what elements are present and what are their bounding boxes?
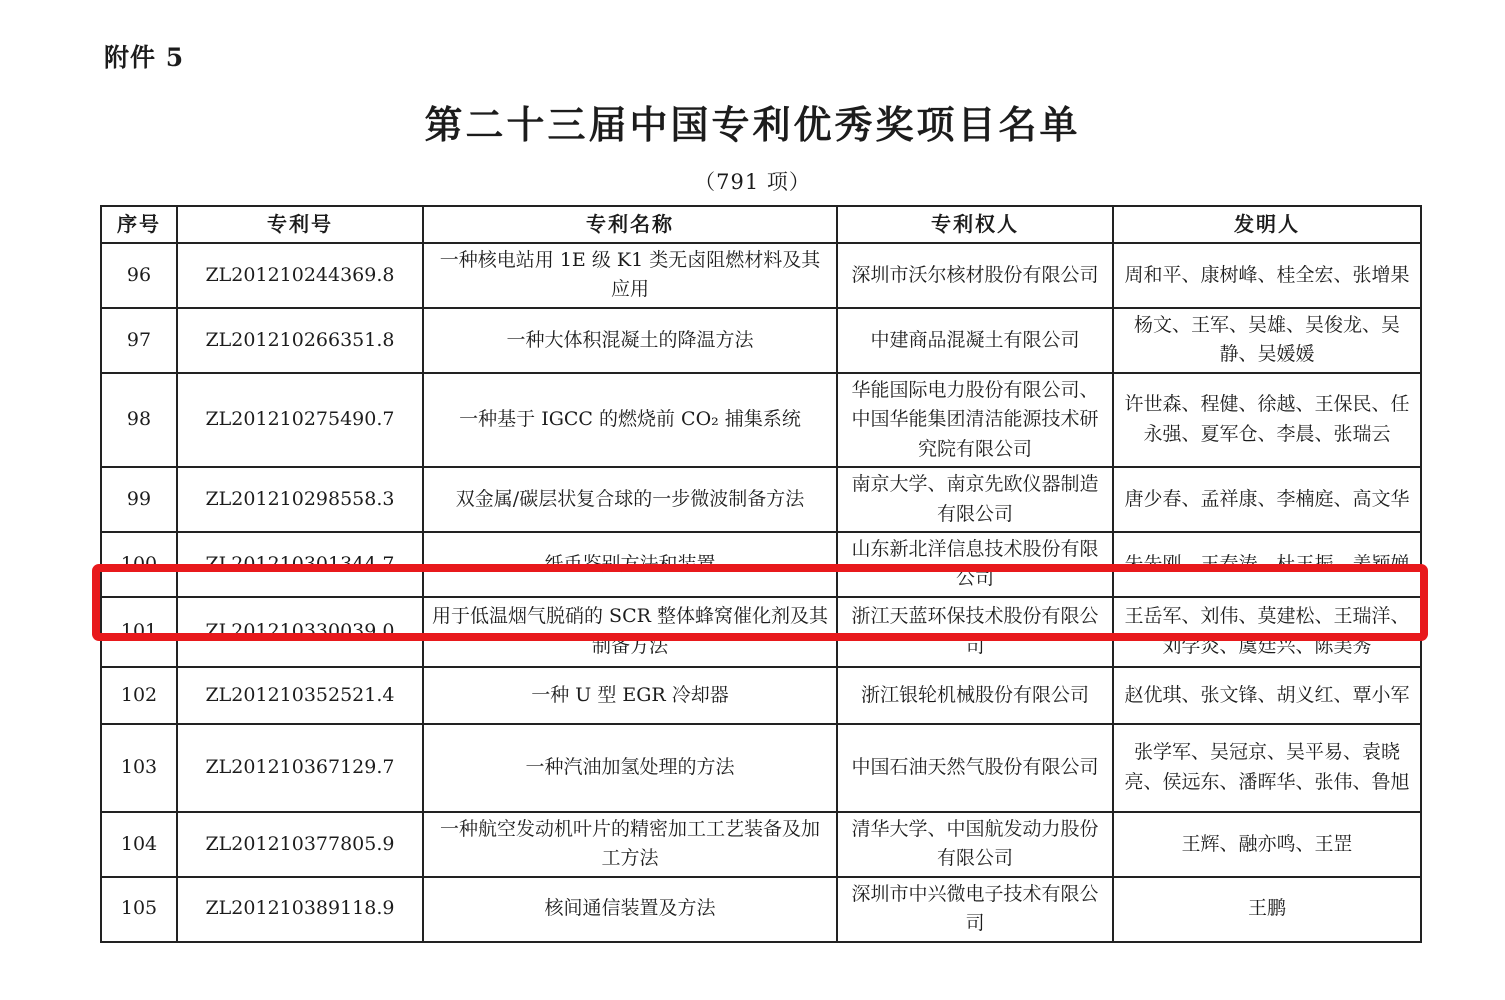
cell-inventors: 朱先刚、王春涛、杜玉振、姜颖婵 (1113, 532, 1421, 597)
cell-no: 101 (101, 597, 177, 667)
cell-inventors: 王辉、融亦鸣、王罡 (1113, 812, 1421, 877)
cell-inventors: 张学军、吴冠京、吴平易、袁晓亮、侯远东、潘晖华、张伟、鲁旭 (1113, 724, 1421, 812)
cell-patent-no: ZL201210244369.8 (177, 243, 423, 308)
table-row (101, 724, 1421, 812)
cell-no: 103 (101, 724, 177, 812)
cell-no: 99 (101, 467, 177, 532)
cell-patent-name: 一种航空发动机叶片的精密加工工艺装备及加工方法 (423, 812, 837, 877)
cell-patent-name: 一种基于 IGCC 的燃烧前 CO₂ 捕集系统 (423, 373, 837, 467)
table-row (101, 243, 1421, 308)
cell-assignee: 清华大学、中国航发动力股份有限公司 (837, 812, 1113, 877)
cell-assignee: 中建商品混凝土有限公司 (837, 308, 1113, 373)
cell-patent-no: ZL201210377805.9 (177, 812, 423, 877)
table-row (101, 308, 1421, 373)
cell-no: 102 (101, 667, 177, 724)
item-count: （791 项） (694, 170, 811, 194)
cell-no: 98 (101, 373, 177, 467)
col-header-no: 序号 (101, 206, 177, 243)
cell-patent-name: 一种汽油加氢处理的方法 (423, 724, 837, 812)
cell-assignee: 浙江天蓝环保技术股份有限公司 (837, 597, 1113, 667)
cell-inventors: 赵优琪、张文锋、胡义红、覃小军 (1113, 667, 1421, 724)
cell-assignee: 深圳市中兴微电子技术有限公司 (837, 877, 1113, 942)
cell-patent-no: ZL201210389118.9 (177, 877, 423, 942)
cell-inventors: 唐少春、孟祥康、李楠庭、高文华 (1113, 467, 1421, 532)
cell-assignee: 山东新北洋信息技术股份有限公司 (837, 532, 1113, 597)
cell-patent-no: ZL201210367129.7 (177, 724, 423, 812)
cell-patent-no: ZL201210275490.7 (177, 373, 423, 467)
cell-patent-no: ZL201210301344.7 (177, 532, 423, 597)
table-row (101, 532, 1421, 597)
col-header-inventors: 发明人 (1113, 206, 1421, 243)
attachment-label: 附件 5 (104, 43, 185, 72)
table-header-row (101, 206, 1421, 243)
cell-assignee: 华能国际电力股份有限公司、中国华能集团清洁能源技术研究院有限公司 (837, 373, 1113, 467)
cell-patent-name: 核间通信装置及方法 (423, 877, 837, 942)
table-row (101, 667, 1421, 724)
col-header-assignee: 专利权人 (837, 206, 1113, 243)
table-row (101, 467, 1421, 532)
cell-assignee: 南京大学、南京先欧仪器制造有限公司 (837, 467, 1113, 532)
cell-assignee: 浙江银轮机械股份有限公司 (837, 667, 1113, 724)
cell-patent-name: 纸币鉴别方法和装置 (423, 532, 837, 597)
cell-inventors: 周和平、康树峰、桂全宏、张增果 (1113, 243, 1421, 308)
cell-patent-name: 双金属/碳层状复合球的一步微波制备方法 (423, 467, 837, 532)
table-row-highlighted (101, 597, 1421, 667)
col-header-patent-name: 专利名称 (423, 206, 837, 243)
cell-patent-name: 一种大体积混凝土的降温方法 (423, 308, 837, 373)
cell-inventors: 许世森、程健、徐越、王保民、任永强、夏军仓、李晨、张瑞云 (1113, 373, 1421, 467)
cell-inventors: 杨文、王军、吴雄、吴俊龙、吴静、吴媛媛 (1113, 308, 1421, 373)
cell-patent-no: ZL201210330039.0 (177, 597, 423, 667)
cell-assignee: 中国石油天然气股份有限公司 (837, 724, 1113, 812)
cell-patent-no: ZL201210266351.8 (177, 308, 423, 373)
col-header-patent-no: 专利号 (177, 206, 423, 243)
cell-inventors: 王岳军、刘伟、莫建松、王瑞洋、刘学炎、虞廷兴、陈美秀 (1113, 597, 1421, 667)
cell-patent-no: ZL201210352521.4 (177, 667, 423, 724)
cell-assignee: 深圳市沃尔核材股份有限公司 (837, 243, 1113, 308)
cell-no: 100 (101, 532, 177, 597)
table-row (101, 877, 1421, 942)
cell-inventors: 王鹏 (1113, 877, 1421, 942)
cell-no: 104 (101, 812, 177, 877)
document-title: 第二十三届中国专利优秀奖项目名单 (424, 102, 1081, 147)
cell-patent-name: 一种核电站用 1E 级 K1 类无卤阻燃材料及其应用 (423, 243, 837, 308)
cell-no: 105 (101, 877, 177, 942)
cell-patent-name: 用于低温烟气脱硝的 SCR 整体蜂窝催化剂及其制备方法 (423, 597, 837, 667)
cell-no: 96 (101, 243, 177, 308)
patent-table (100, 205, 1422, 943)
cell-no: 97 (101, 308, 177, 373)
cell-patent-name: 一种 U 型 EGR 冷却器 (423, 667, 837, 724)
table-row (101, 373, 1421, 467)
cell-patent-no: ZL201210298558.3 (177, 467, 423, 532)
table-row (101, 812, 1421, 877)
